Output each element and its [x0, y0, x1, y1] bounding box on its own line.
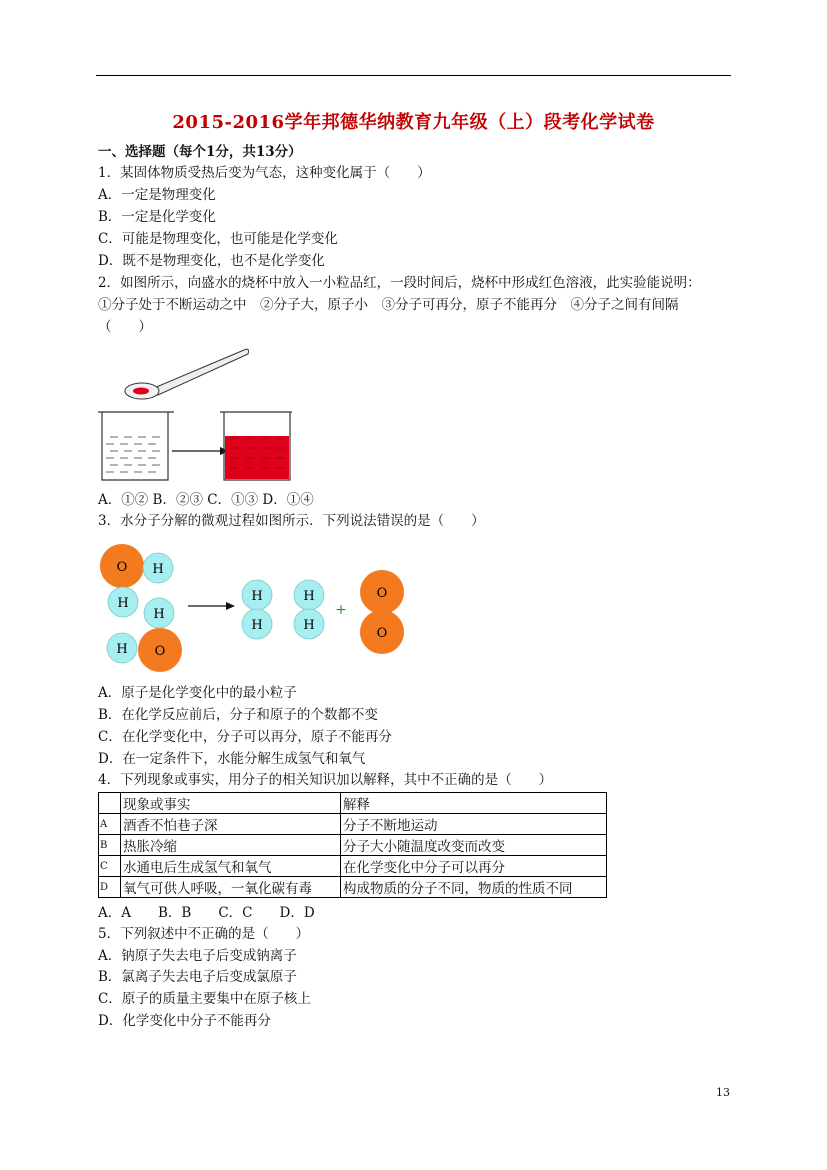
q3-option-c: C．在化学变化中，分子可以再分，原子不能再分	[98, 729, 392, 745]
q2-stem: 2．如图所示，向盛水的烧杯中放入一小粒品红，一段时间后，烧杯中形成红色溶液，此实验能说明：	[98, 275, 701, 291]
table-cell: C	[99, 856, 121, 877]
table-row	[99, 856, 607, 877]
table-cell: 水通电后生成氢气和氧气	[121, 856, 341, 877]
svg-text:O: O	[116, 560, 128, 575]
svg-text:H: H	[303, 618, 315, 633]
table-cell: B	[99, 835, 121, 856]
table-cell: 酒香不怕巷子深	[121, 814, 341, 835]
svg-text:H: H	[251, 589, 263, 604]
q1-option-b: B．一定是化学变化	[98, 209, 216, 225]
q3-option-a: A．原子是化学变化中的最小粒子	[98, 685, 297, 701]
plus-sign: +	[335, 602, 347, 618]
q5-option-c: C．原子的质量主要集中在原子核上	[98, 991, 311, 1007]
svg-text:H: H	[152, 562, 164, 577]
table-cell: D	[99, 877, 121, 898]
svg-text:O: O	[376, 586, 388, 601]
spoon-icon	[125, 349, 249, 399]
q2-answer-paren: （ ）	[98, 319, 152, 335]
table-row	[99, 814, 607, 835]
q2-answer-options: A．①② B．②③ C．①③ D．①④	[98, 492, 314, 508]
table-cell: 在化学变化中分子可以再分	[341, 856, 607, 877]
q1-option-d: D．既不是物理变化，也不是化学变化	[98, 253, 325, 269]
q3-option-b: B．在化学反应前后，分子和原子的个数都不变	[98, 707, 378, 723]
q4-answer-options: A．A B．B C．C D．D	[98, 905, 315, 921]
exam-title: 2015-2016学年邦德华纳教育九年级（上）段考化学试卷	[172, 112, 655, 133]
q5-option-d: D．化学变化中分子不能再分	[98, 1013, 271, 1029]
svg-text:H: H	[303, 589, 315, 604]
table-header-row	[99, 793, 607, 814]
svg-text:H: H	[116, 642, 128, 657]
table-cell: 热胀冷缩	[121, 835, 341, 856]
q1-stem: 1．某固体物质受热后变为气态，这种变化属于（ ）	[98, 165, 431, 181]
q5-option-a: A．钠原子失去电子后变成钠离子	[98, 948, 297, 964]
table-header-cell: 解释	[341, 793, 607, 814]
oxygen-molecule	[360, 570, 404, 654]
table-cell: 分子不断地运动	[341, 814, 607, 835]
q2-statements: ①分子处于不断运动之中 ②分子大，原子小 ③分子可再分，原子不能再分 ④分子之间有间隔	[98, 297, 679, 313]
q1-option-c: C．可能是物理变化，也可能是化学变化	[98, 231, 338, 247]
table-cell: 分子大小随温度改变而改变	[341, 835, 607, 856]
table-header-cell	[99, 793, 121, 814]
q4-stem: 4．下列现象或事实，用分子的相关知识加以解释，其中不正确的是（ ）	[98, 772, 553, 788]
q5-option-b: B．氯离子失去电子后变成氯原子	[98, 969, 297, 985]
q5-stem: 5．下列叙述中不正确的是（ ）	[98, 926, 310, 942]
section-heading: 一、选择题（每个1分，共13分）	[98, 144, 302, 160]
table-header-cell: 现象或事实	[121, 793, 341, 814]
table-cell: A	[99, 814, 121, 835]
water-decomposition-figure	[98, 540, 418, 675]
svg-text:H: H	[251, 618, 263, 633]
svg-text:H: H	[117, 596, 129, 611]
header-rule	[96, 75, 731, 76]
beaker-experiment-figure	[96, 340, 306, 488]
q4-explanation-table	[98, 792, 607, 898]
table-row	[99, 877, 607, 898]
svg-text:H: H	[153, 607, 165, 622]
arrow-right-icon	[172, 447, 229, 455]
water-beaker-icon	[98, 412, 174, 480]
red-solution-beaker-icon	[220, 412, 292, 480]
svg-text:O: O	[154, 644, 166, 659]
hydrogen-molecule-1	[242, 580, 272, 639]
table-cell: 构成物质的分子不同，物质的性质不同	[341, 877, 607, 898]
q3-stem: 3．水分子分解的微观过程如图所示．下列说法错误的是（ ）	[98, 513, 485, 529]
q3-option-d: D．在一定条件下，水能分解生成氢气和氧气	[98, 751, 366, 767]
page-number: 13	[716, 1086, 730, 1099]
arrow-right-icon	[188, 602, 235, 610]
hydrogen-molecule-2	[294, 580, 324, 639]
water-molecule-2	[107, 587, 182, 672]
table-cell: 氧气可供人呼吸，一氧化碳有毒	[121, 877, 341, 898]
water-molecule-1	[100, 544, 173, 588]
table-row	[99, 835, 607, 856]
svg-text:O: O	[376, 626, 388, 641]
q1-option-a: A．一定是物理变化	[98, 187, 216, 203]
